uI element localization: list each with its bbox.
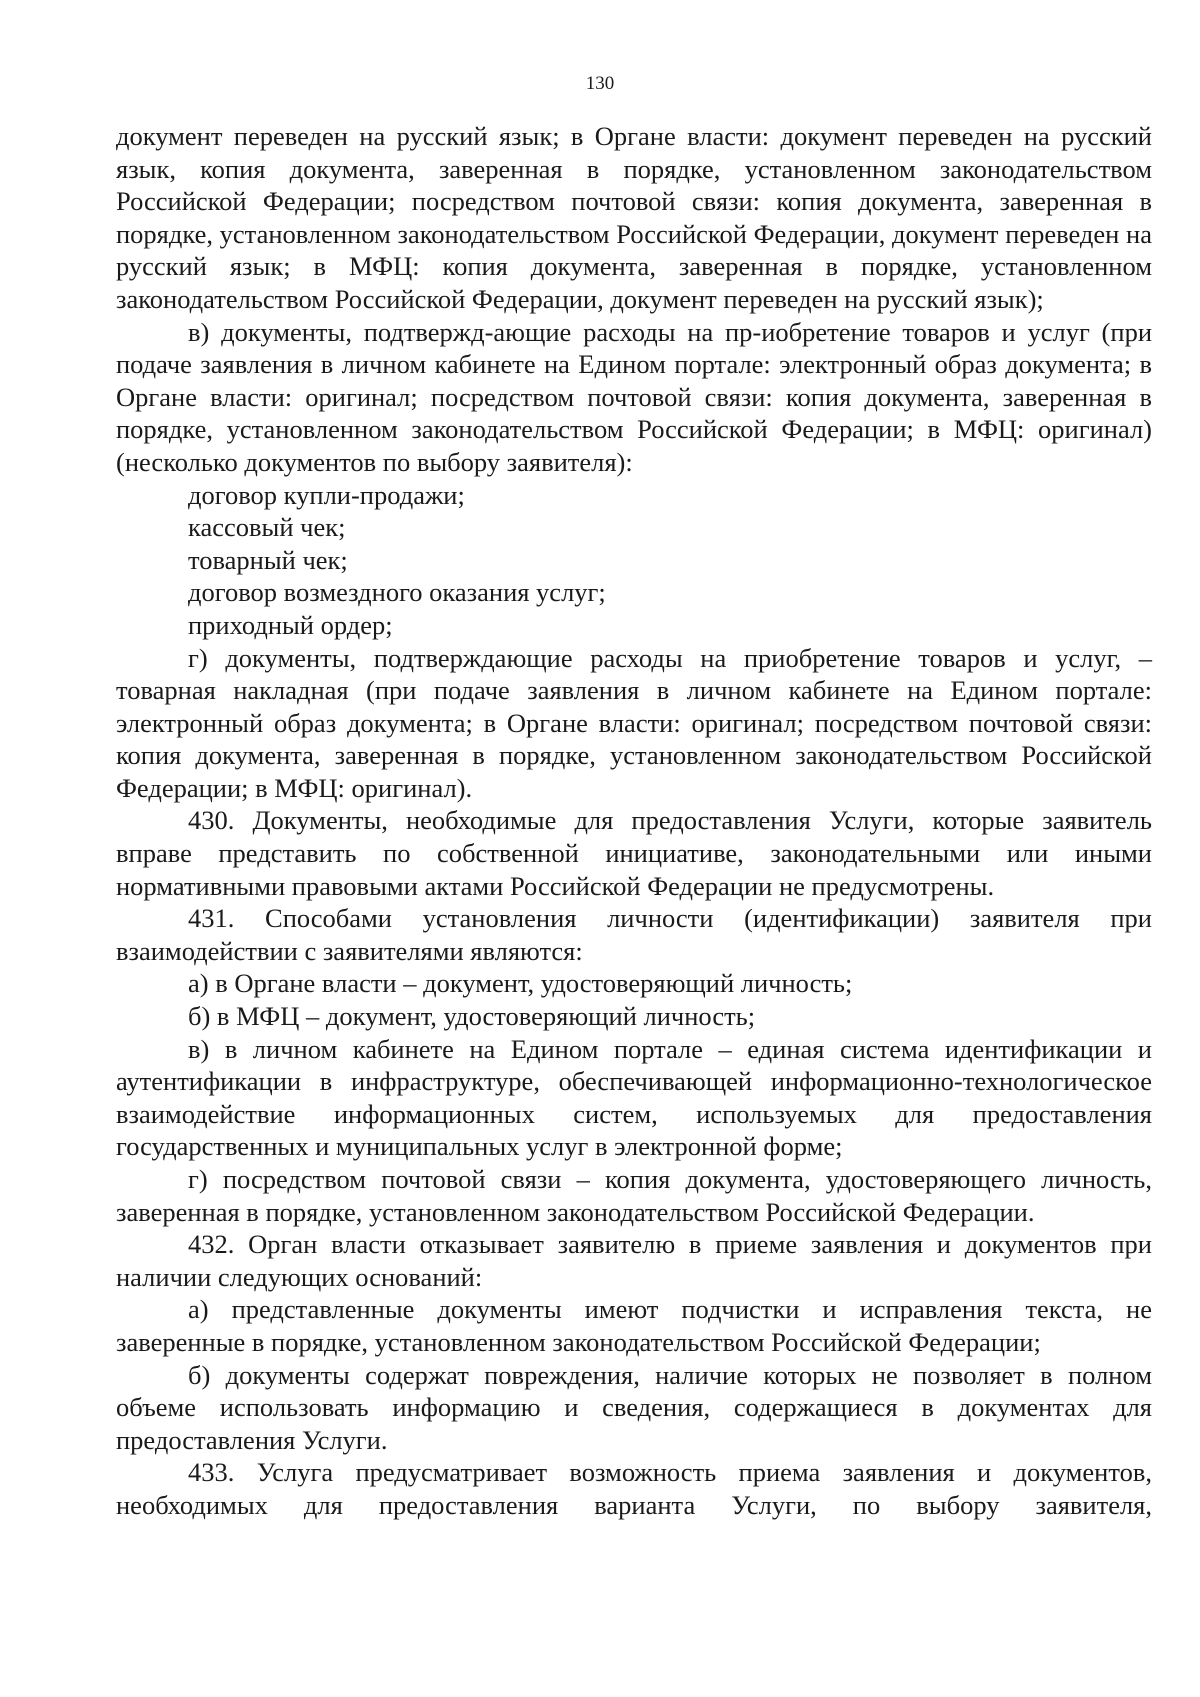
paragraph: в) в личном кабинете на Едином портале – единая система идентификации и аутентификации в инфраструктуре, обеспечивающей информационно-технологическое взаимодействие информационных систем, используемых для предоставления государственных и муниципальных услуг в электронной форме;: [116, 1033, 1152, 1162]
list-item: договор купли-продажи;: [188, 479, 465, 510]
paragraph: 430. Документы, необходимые для предоставления Услуги, которые заявитель вправе представить по собственной инициативе, законодательными или иными нормативными правовыми актами Российской Федерации не предусмотрены.: [116, 805, 1152, 901]
page-number: 130: [585, 73, 615, 94]
list-item: договор возмездного оказания услуг;: [188, 577, 606, 608]
paragraph: 432. Орган власти отказывает заявителю в приеме заявления и документов при наличии следующих оснований:: [116, 1229, 1152, 1292]
paragraph: а) представленные документы имеют подчистки и исправления текста, не заверенные в порядке, установленном законодательством Российской Федерации;: [116, 1294, 1152, 1357]
paragraph: б) документы содержат повреждения, наличие которых не позволяет в полном объеме использовать информацию и сведения, содержащиеся в документах для предоставления Услуги.: [116, 1359, 1152, 1455]
list-item: кассовый чек;: [188, 512, 346, 543]
document-body: [116, 120, 1152, 1522]
list-item: товарный чек;: [188, 544, 348, 575]
paragraph: документ переведен на русский язык; в Органе власти: документ переведен на русский язык, копия документа, заверенная в порядке, установленном законодательством Российской Федерации; посредством почтовой связи: копия документа, заверенная в порядке, установленном законодательством Российской Федерации, документ переведен на русский язык; в МФЦ: копия документа, заверенная в порядке, установленном законодательством Российской Федерации, документ переведен на русский язык);: [116, 121, 1152, 314]
paragraph: в) документы, подтвержд-ающие расходы на пр-иобретение товаров и услуг (при подаче заявления в личном кабинете на Едином портале: электронный образ документа; в Органе власти: оригинал; посредством почтовой связи: копия документа, заверенная в порядке, установленном законодательством Российской Федерации; в МФЦ: оригинал) (несколько документов по выбору заявителя):: [116, 316, 1152, 477]
paragraph: г) посредством почтовой связи – копия документа, удостоверяющего личность, заверенная в порядке, установленном законодательством Российской Федерации.: [116, 1164, 1152, 1227]
paragraph: 433. Услуга предусматривает возможность приема заявления и документов, необходимых для предоставления варианта Услуги, по выбору заявителя,: [116, 1457, 1152, 1520]
list-item: б) в МФЦ – документ, удостоверяющий личность;: [188, 1001, 756, 1032]
list-item: а) в Органе власти – документ, удостоверяющий личность;: [188, 968, 853, 999]
paragraph: г) документы, подтверждающие расходы на приобретение товаров и услуг, – товарная накладная (при подаче заявления в личном кабинете на Едином портале: электронный образ документа; в Органе власти: оригинал; посредством почтовой связи: копия документа, заверенная в порядке, установленном законодательством Российской Федерации; в МФЦ: оригинал).: [116, 642, 1152, 803]
list-item: приходный ордер;: [188, 609, 393, 640]
paragraph: 431. Способами установления личности (идентификации) заявителя при взаимодействии с заявителями являются:: [116, 903, 1152, 966]
